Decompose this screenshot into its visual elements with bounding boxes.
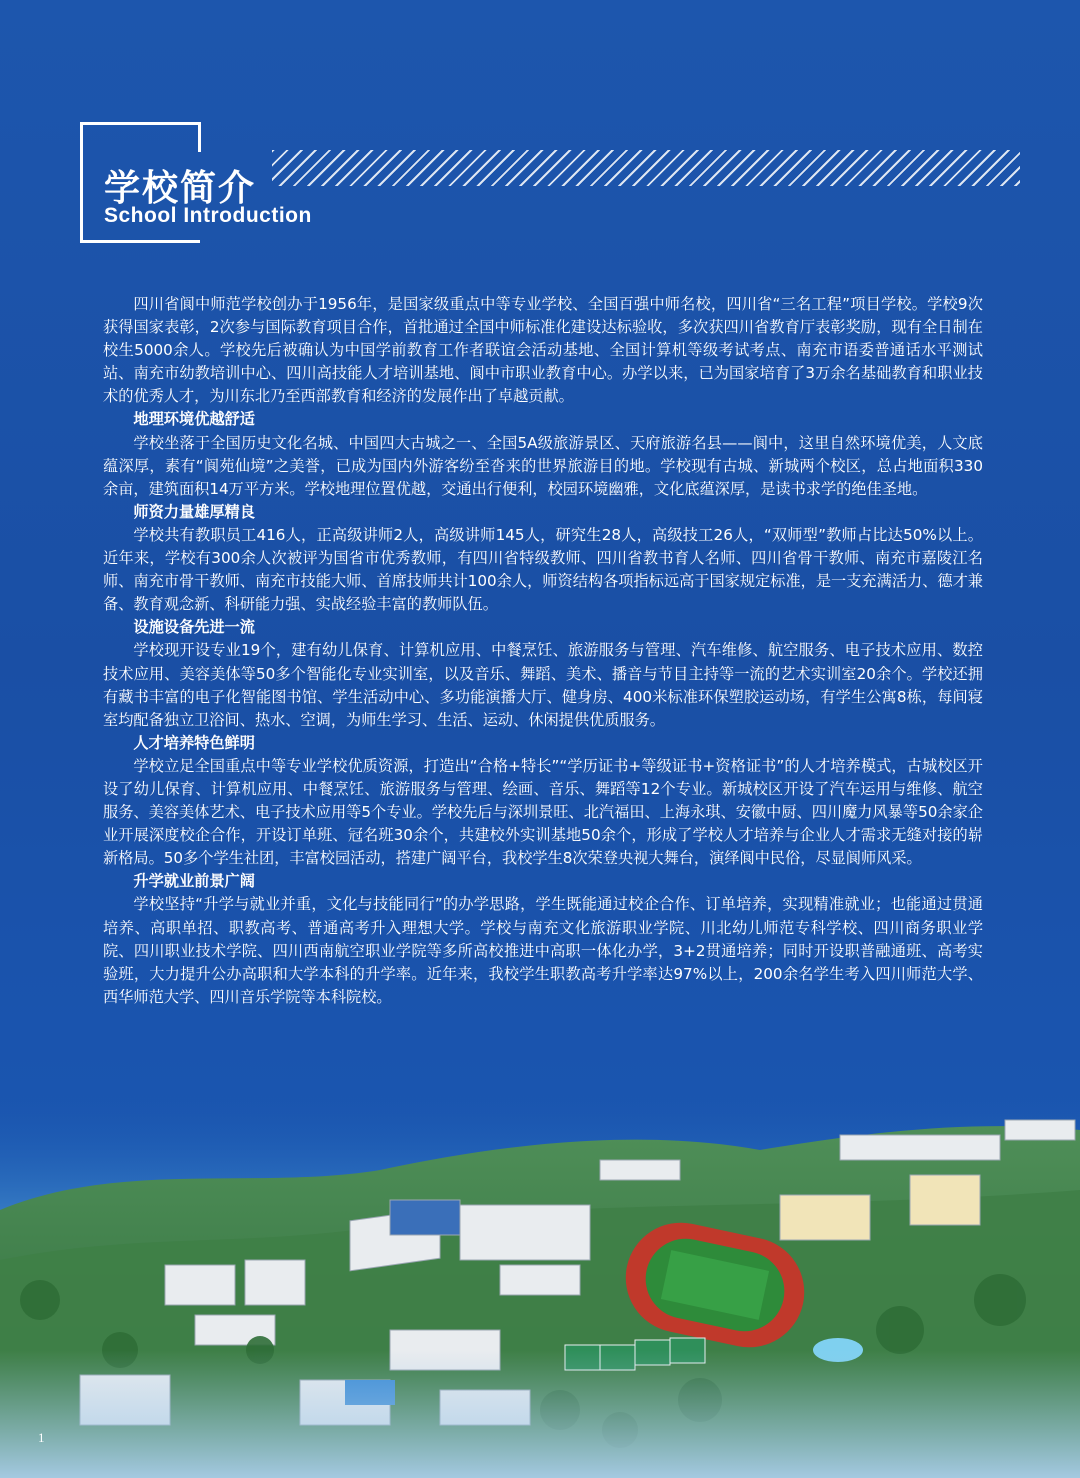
section-heading: 设施设备先进一流 (133, 618, 255, 637)
page-title: 学校简介 (104, 168, 257, 209)
title-frame-right (198, 122, 201, 152)
section-paragraph: 学校现开设专业19个，建有幼儿保育、计算机应用、中餐烹饪、旅游服务与管理、汽车维修、航空服务、电子技术应用、数控技术应用、美容美体等50多个智能化专业实训室，以及音乐、舞蹈、美术、播音与节目主持等一流的艺术实训室20余个。学校还拥有藏书丰富的电子化智能图书馆、学生活动中心、多功能演播大厅、健身房、400米标准环保塑胶运动场，有学生公寓8栋，每间寝室均配备独立卫浴间、热水、空调，为师生学习、生活、运动、休闲提供优质服务。 (103, 641, 983, 729)
section-paragraph: 学校共有教职员工416人，正高级讲师2人，高级讲师145人，研究生28人，高级技工26人，“双师型”教师占比达50%以上。近年来，学校有300余人次被评为国省市优秀教师，有四川省特级教师、四川省教书育人名师、四川省骨干教师、南充市嘉陵江名师、南充市骨干教师、南充市技能大师、首席技师共计100余人，师资结构各项指标远高于国家规定标准，是一支充满活力、德才兼备、教育观念新、科研能力强、实战经验丰富的教师队伍。 (103, 525, 983, 614)
mist-overlay (0, 1350, 1080, 1478)
campus-aerial-illustration (0, 1100, 1080, 1478)
intro-paragraph: 四川省阆中师范学校创办于1956年，是国家级重点中等专业学校、全国百强中师名校，四川省“三名工程”项目学校。学校9次获得国家表彰，2次参与国际教育项目合作，首批通过全国中师标准化建设达标验收，多次获四川省教育厅表彰奖励，现有全日制在校生5000余人。学校先后被确认为中国学前教育工作者联谊会活动基地、全国计算机等级考试考点、南充市语委普通话水平测试站、南充市幼教培训中心、四川高技能人才培训基地、阆中市职业教育中心。办学以来，已为国家培育了3万余名基础教育和职业技术的优秀人才，为川东北乃至西部教育和经济的发展作出了卓越贡献。 (103, 295, 983, 406)
article-body (103, 293, 983, 1009)
title-frame-top (80, 122, 200, 125)
section-paragraph: 学校立足全国重点中等专业学校优质资源，打造出“合格+特长”“学历证书+等级证书+资格证书”的人才培养模式，古城校区开设了幼儿保育、计算机应用、中餐烹饪、旅游服务与管理、绘画、音乐、舞蹈等12个专业。新城校区开设了汽车运用与维修、航空服务、美容美体艺术、电子技术应用等5个专业。学校先后与深圳景旺、北汽福田、上海永琪、安徽中厨、四川魔力风暴等50余家企业开展深度校企合作，开设订单班、冠名班30余个，共建校外实训基地50余个，形成了学校人才培养与企业人才需求无缝对接的崭新格局。50多个学生社团，丰富校园活动，搭建广阔平台，我校学生8次荣登央视大舞台，演绎阆中民俗，尽显阆师风采。 (103, 756, 983, 868)
page-number: 1 (38, 1430, 45, 1445)
title-frame-left (80, 122, 83, 243)
section-heading: 师资力量雄厚精良 (133, 502, 255, 521)
section-heading: 升学就业前景广阔 (133, 872, 255, 891)
section-paragraph: 学校坐落于全国历史文化名城、中国四大古城之一、全国5A级旅游景区、天府旅游名县——阆中，这里自然环境优美，人文底蕴深厚，素有“阆苑仙境”之美誉，已成为国内外游客纷至沓来的世界旅游目的地。学校现有古城、新城两个校区，总占地面积330余亩，建筑面积14万平方米。学校地理位置优越，交通出行便利，校园环境幽雅，文化底蕴深厚，是读书求学的绝佳圣地。 (103, 433, 983, 498)
section-paragraph: 学校坚持“升学与就业并重，文化与技能同行”的办学思路，学生既能通过校企合作、订单培养，实现精准就业；也能通过贯通培养、高职单招、职教高考、普通高考升入理想大学。学校与南充文化旅游职业学院、川北幼儿师范专科学校、四川商务职业学院、四川职业技术学院、四川西南航空职业学院等多所高校推进中高职一体化办学，3+2贯通培养；同时开设职普融通班、高考实验班，大力提升公办高职和大学本科的升学率。近年来，我校学生职教高考升学率达97%以上，200余名学生考入四川师范大学、西华师范大学、四川音乐学院等本科院校。 (103, 895, 983, 1006)
page-subtitle: School Introduction (104, 204, 312, 227)
title-frame-bottom (80, 240, 200, 243)
decorative-hatch (272, 150, 1020, 186)
section-heading: 人才培养特色鲜明 (133, 733, 255, 752)
section-heading: 地理环境优越舒适 (133, 410, 255, 429)
